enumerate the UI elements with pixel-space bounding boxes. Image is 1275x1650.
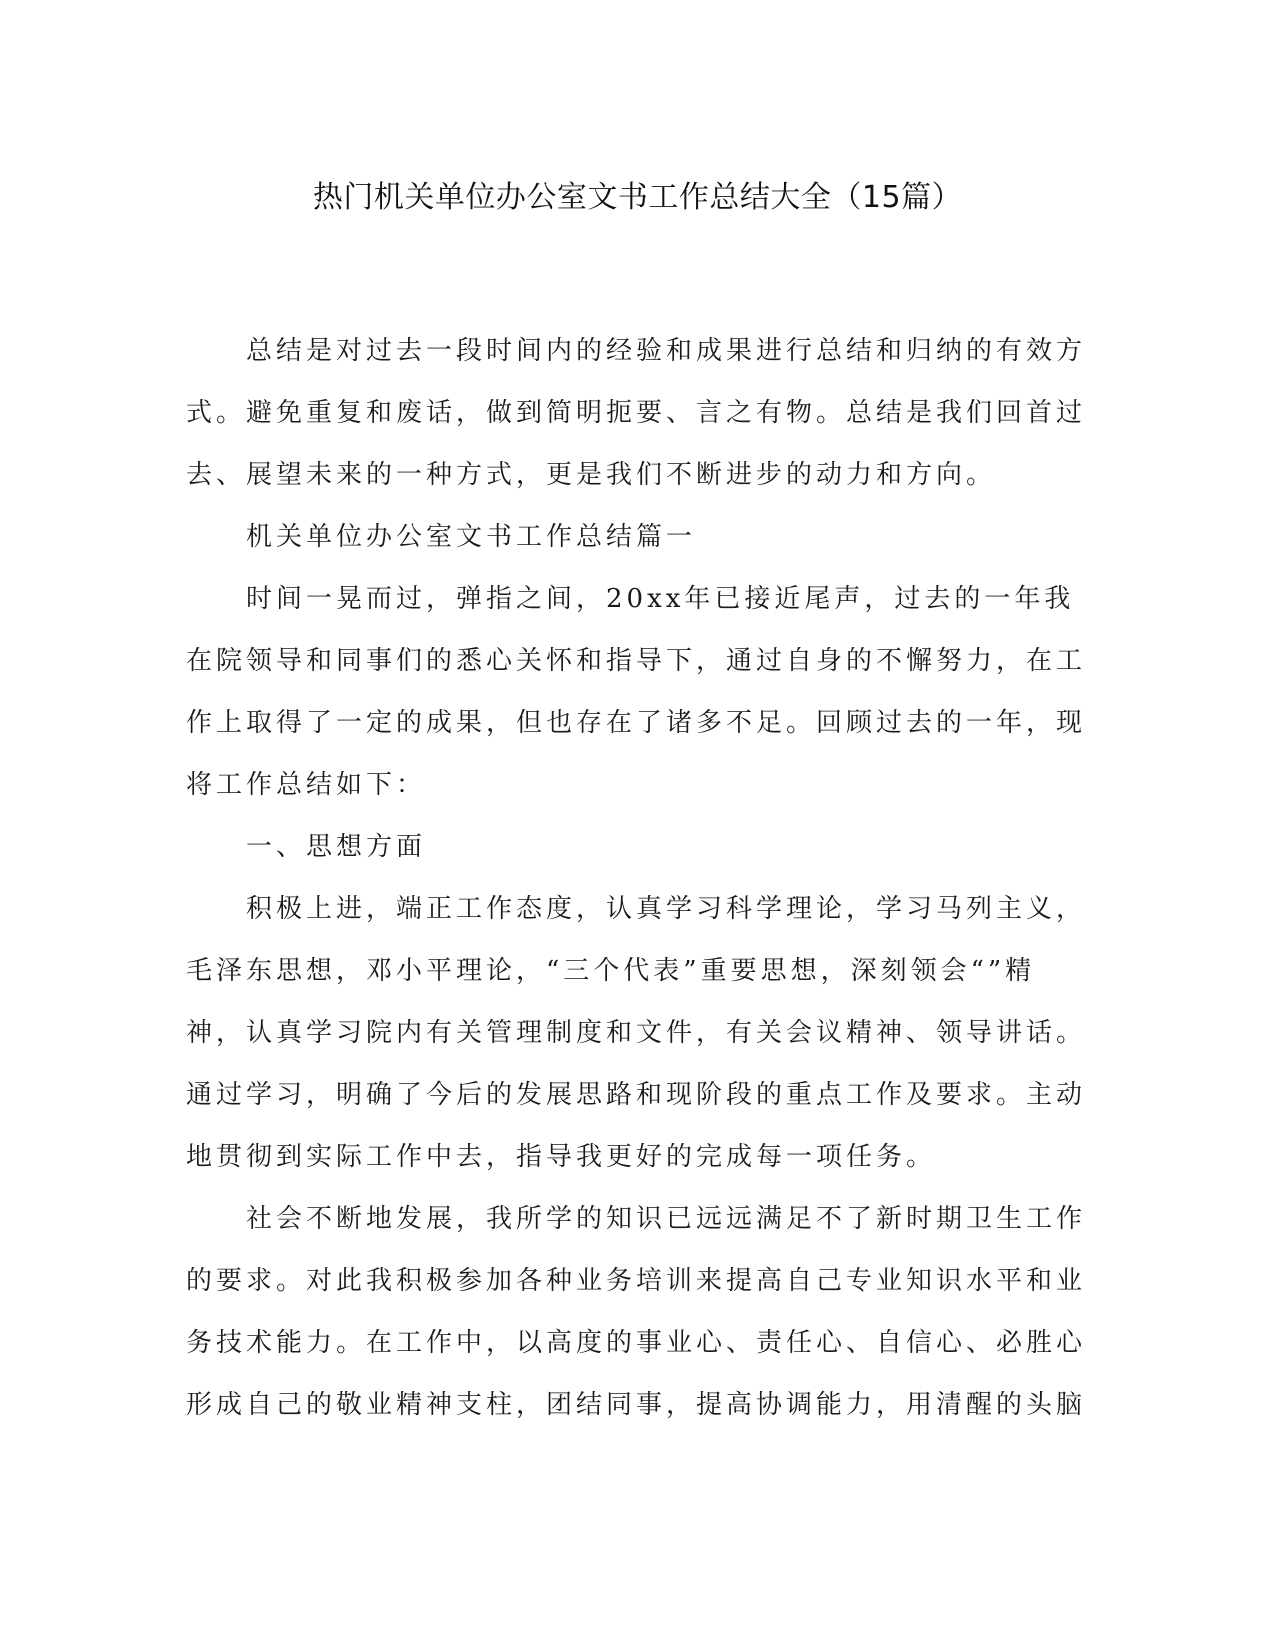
- paragraph-thought: 积极上进，端正工作态度，认真学习科学理论，学习马列主义，毛泽东思想，邓小平理论，“三个代表”重要思想，深刻领会“”精神，认真学习院内有关管理制度和文件，有关会议精神、领导讲话。通过学习，明确了今后的发展思路和现阶段的重点工作及要求。主动地贯彻到实际工作中去，指导我更好的完成每一项任务。: [186, 894, 1087, 1172]
- section-heading-thought: 一、思想方面: [246, 832, 427, 862]
- document-title: 热门机关单位办公室文书工作总结大全（15篇）: [312, 180, 963, 215]
- document-body: [186, 320, 1088, 1436]
- paragraph-learning: 社会不断地发展，我所学的知识已远远满足不了新时期卫生工作的要求。对此我积极参加各种业务培训来提高自己专业知识水平和业务技术能力。在工作中，以高度的事业心、责任心、自信心、必胜心形成自己的敬业精神支柱，团结同事，提高协调能力，用清醒的头脑: [186, 1204, 1087, 1420]
- paragraph-intro: 总结是对过去一段时间内的经验和成果进行总结和归纳的有效方式。避免重复和废话，做到简明扼要、言之有物。总结是我们回首过去、展望未来的一种方式，更是我们不断进步的动力和方向。: [186, 336, 1087, 490]
- paragraph-year-review: 时间一晃而过，弹指之间，20xx年已接近尾声，过去的一年我在院领导和同事们的悉心关怀和指导下，通过自身的不懈努力，在工作上取得了一定的成果，但也存在了诸多不足。回顾过去的一年，现将工作总结如下：: [186, 584, 1087, 800]
- section-heading-part-one: 机关单位办公室文书工作总结篇一: [246, 522, 697, 552]
